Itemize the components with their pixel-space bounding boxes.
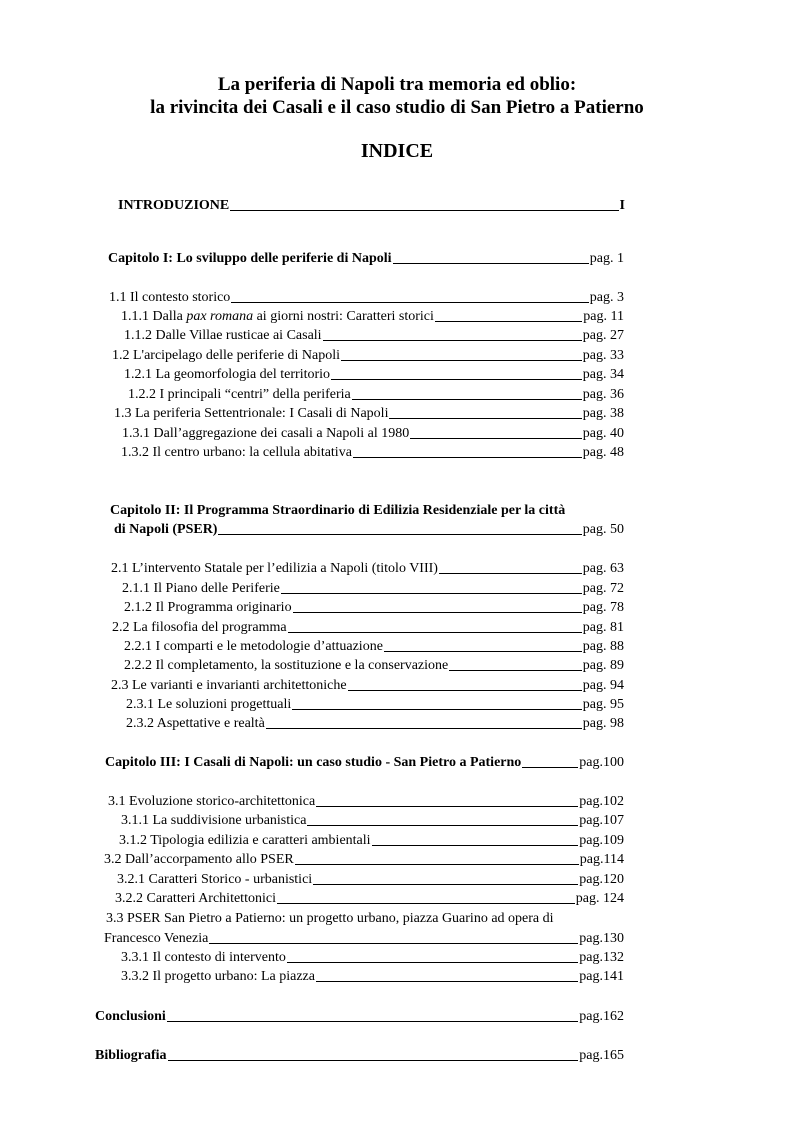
toc-entry-1-3-2 (121, 444, 624, 462)
toc-entry-3-1 (108, 793, 624, 811)
leader-line (277, 902, 575, 904)
leader-line (331, 378, 582, 380)
toc-label: 3.2 Dall’accorpamento allo PSER (104, 852, 294, 867)
leader-line (313, 883, 578, 885)
leader-line (307, 824, 578, 826)
leader-line (316, 980, 578, 982)
toc-label: 1.3 La periferia Settentrionale: I Casali di Napoli (114, 406, 389, 421)
toc-entry-2-3-2 (126, 715, 624, 733)
toc-page: pag.114 (579, 852, 624, 867)
toc-page: pag. 27 (582, 328, 624, 343)
toc-page: pag. 1 (589, 251, 624, 266)
toc-label: 2.2.1 I comparti e le metodologie d’attuazione (124, 639, 383, 654)
toc-entry-2-3 (111, 677, 624, 695)
toc-entry-1-2-1 (124, 366, 624, 384)
leader-line (168, 1059, 579, 1061)
toc-label: 3.2.2 Caratteri Architettonici (115, 891, 276, 906)
toc-page: pag. 72 (582, 581, 624, 596)
toc-page: pag.120 (579, 872, 624, 887)
toc-page: I (619, 198, 625, 213)
toc-entry-3-3 (104, 930, 624, 948)
toc-page: pag. 81 (582, 620, 624, 635)
toc-entry-capitolo-2-line-1: Capitolo II: Il Programma Straordinario di Edilizia Residenziale per la città (110, 503, 566, 518)
leader-line (218, 533, 581, 535)
toc-label: Bibliografia (95, 1048, 167, 1063)
toc-entry-capitolo-2 (114, 521, 624, 539)
toc-page: pag. 40 (582, 426, 624, 441)
toc-label: 3.1.2 Tipologia edilizia e caratteri ambientali (119, 833, 371, 848)
toc-entry-1-1-2 (124, 327, 624, 345)
toc-page: pag.130 (579, 931, 624, 946)
toc-entry-2-2-1 (124, 638, 624, 656)
leader-line (209, 942, 578, 944)
toc-page: pag. 88 (582, 639, 624, 654)
toc-entry-3-2 (104, 851, 624, 869)
toc-label: 1.1.2 Dalle Villae rusticae ai Casali (124, 328, 322, 343)
toc-entry-3-2-1 (117, 871, 624, 889)
toc-entry-2-2-2 (124, 657, 624, 675)
leader-line (231, 301, 588, 303)
leader-line (435, 320, 582, 322)
toc-page: pag.107 (579, 813, 624, 828)
toc-entry-capitolo-1 (108, 250, 624, 268)
toc-entry-2-3-1 (126, 696, 624, 714)
toc-page: pag. 98 (582, 716, 624, 731)
toc-label: 2.3 Le varianti e invarianti architettoniche (111, 678, 347, 693)
toc-page: pag. 36 (582, 387, 624, 402)
toc-label: 1.3.2 Il centro urbano: la cellula abitativa (121, 445, 352, 460)
leader-line (352, 398, 582, 400)
toc-label: 3.3.2 Il progetto urbano: La piazza (121, 969, 315, 984)
toc-page: pag. 34 (582, 367, 624, 382)
toc-page: pag.132 (579, 950, 624, 965)
leader-line (288, 631, 582, 633)
toc-entry-2-1 (111, 560, 624, 578)
toc-label: 2.2.2 Il completamento, la sostituzione e la conservazione (124, 658, 449, 673)
toc-label: 2.1 L’intervento Statale per l’edilizia a Napoli (titolo VIII) (111, 561, 438, 576)
leader-line (316, 805, 578, 807)
toc-entry-1-3 (114, 405, 624, 423)
leader-line (372, 844, 579, 846)
toc-entry-1-2-2 (128, 386, 624, 404)
leader-line (341, 359, 582, 361)
toc-page: pag. 33 (582, 348, 624, 363)
leader-line (384, 650, 582, 652)
toc-label: Capitolo I: Lo sviluppo delle periferie di Napoli (108, 251, 392, 266)
leader-line (522, 766, 578, 768)
toc-entry-3-3-line-1: 3.3 PSER San Pietro a Patierno: un progetto urbano, piazza Guarino ad opera di (106, 911, 554, 926)
toc-label: 1.1 Il contesto storico (109, 290, 231, 305)
toc-entry-3-3-1 (121, 949, 624, 967)
leader-line (439, 572, 582, 574)
leader-line (410, 437, 582, 439)
toc-label: di Napoli (PSER) (114, 522, 218, 537)
index-heading: INDICE (360, 140, 434, 162)
toc-entry-2-1-2 (124, 599, 624, 617)
toc-label: 3.3.1 Il contesto di intervento (121, 950, 286, 965)
toc-entry-2-2 (112, 619, 624, 637)
leader-line (167, 1020, 578, 1022)
toc-page: pag.165 (579, 1048, 624, 1063)
toc-page: pag. 50 (582, 522, 624, 537)
toc-label: 3.1 Evoluzione storico-architettonica (108, 794, 316, 809)
toc-entry-3-3-2 (121, 968, 624, 986)
toc-entry-1-1-1 (121, 308, 624, 326)
toc-label: 1.3.1 Dall’aggregazione dei casali a Napoli al 1980 (122, 426, 410, 441)
toc-entry-bibliografia (95, 1047, 624, 1065)
toc-page: pag.109 (579, 833, 624, 848)
toc-entry-conclusioni (95, 1008, 624, 1026)
toc-page: pag. 124 (575, 891, 624, 906)
leader-line (266, 727, 582, 729)
leader-line (449, 669, 582, 671)
leader-line (230, 209, 618, 211)
toc-page: pag. 78 (582, 600, 624, 615)
toc-entry-1-2 (112, 347, 624, 365)
toc-label: 1.2 L'arcipelago delle periferie di Napoli (112, 348, 340, 363)
leader-line (393, 262, 589, 264)
toc-label: 3.2.1 Caratteri Storico - urbanistici (117, 872, 313, 887)
toc-label: Conclusioni (95, 1009, 166, 1024)
toc-label: INTRODUZIONE (118, 198, 230, 213)
toc-page: pag. 3 (589, 290, 624, 305)
toc-page: pag. 63 (582, 561, 624, 576)
toc-label: 2.3.2 Aspettative e realtà (126, 716, 265, 731)
toc-entry-3-2-2 (115, 890, 624, 908)
toc-page: pag. 94 (582, 678, 624, 693)
toc-page: pag. 48 (582, 445, 624, 460)
leader-line (323, 339, 582, 341)
leader-line (353, 456, 582, 458)
toc-page: pag. 95 (582, 697, 624, 712)
toc-page: pag.102 (579, 794, 624, 809)
toc-entry-1-3-1 (122, 425, 624, 443)
toc-page: pag.141 (579, 969, 624, 984)
toc-page: pag. 11 (583, 309, 624, 324)
toc-label: Capitolo III: I Casali di Napoli: un caso studio - San Pietro a Patierno (105, 755, 522, 770)
toc-label: 1.1.1 Dalla pax romana ai giorni nostri: Caratteri storici (121, 309, 434, 324)
toc-page: pag.100 (579, 755, 624, 770)
toc-entry-1-1 (109, 289, 624, 307)
leader-line (292, 708, 582, 710)
toc-entry-introduzione (118, 197, 625, 215)
leader-line (287, 961, 578, 963)
toc-page: pag. 89 (582, 658, 624, 673)
toc-label: 1.2.1 La geomorfologia del territorio (124, 367, 331, 382)
toc-page: pag. 38 (582, 406, 624, 421)
toc-label: Francesco Venezia (104, 931, 209, 946)
leader-line (389, 417, 581, 419)
toc-label: 2.1.1 Il Piano delle Periferie (122, 581, 280, 596)
toc-entry-2-1-1 (122, 580, 624, 598)
document-title-line-2: la rivincita dei Casali e il caso studio di San Pietro a Patierno (150, 97, 644, 118)
toc-label: 2.1.2 Il Programma originario (124, 600, 292, 615)
leader-line (348, 689, 582, 691)
leader-line (293, 611, 582, 613)
leader-line (281, 592, 582, 594)
toc-label: 1.2.2 I principali “centri” della periferia (128, 387, 351, 402)
toc-entry-capitolo-3 (105, 754, 624, 772)
toc-page: pag.162 (579, 1009, 624, 1024)
document-title-line-1: La periferia di Napoli tra memoria ed oblio: (217, 74, 577, 95)
toc-entry-3-1-2 (119, 832, 624, 850)
toc-label: 3.1.1 La suddivisione urbanistica (121, 813, 307, 828)
toc-label: 2.3.1 Le soluzioni progettuali (126, 697, 292, 712)
toc-label: 2.2 La filosofia del programma (112, 620, 287, 635)
toc-entry-3-1-1 (121, 812, 624, 830)
leader-line (295, 863, 579, 865)
